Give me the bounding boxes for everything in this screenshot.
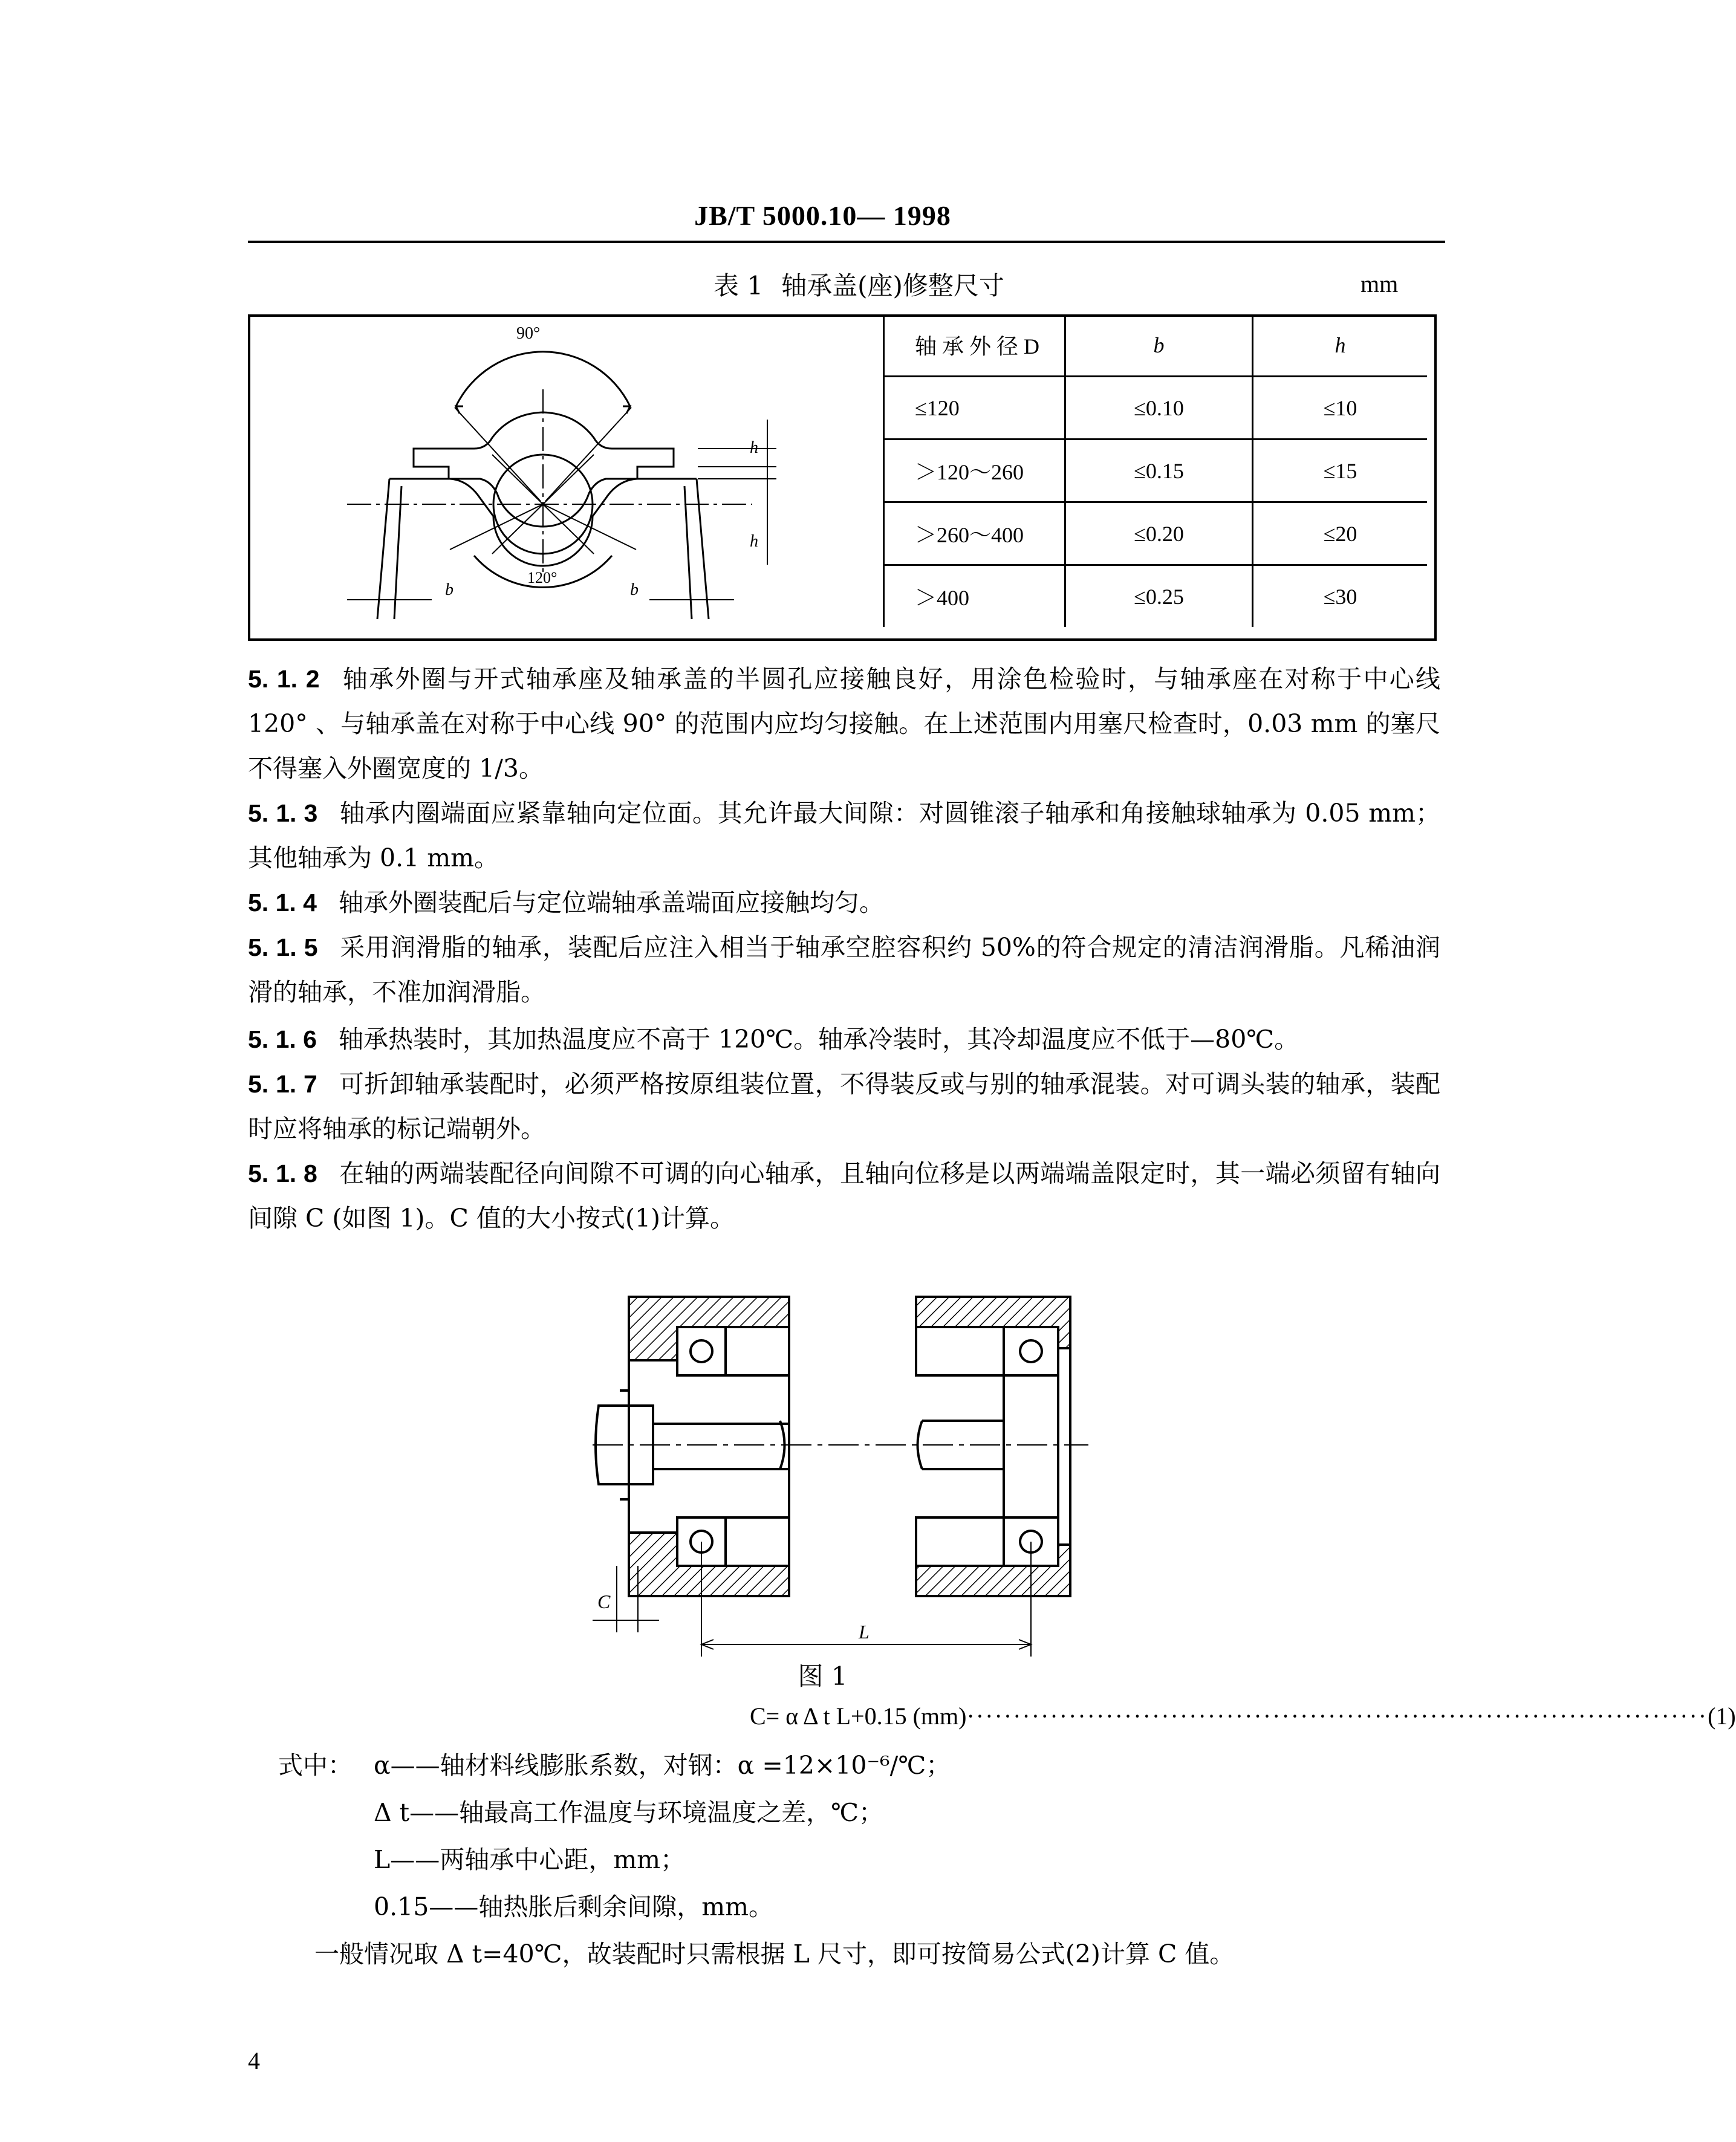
right-housing-top xyxy=(916,1297,1070,1348)
clause-number: 5. 1. 5 xyxy=(248,933,318,961)
label-c: C xyxy=(597,1591,611,1612)
left-housing-bottom xyxy=(629,1533,789,1596)
clause-5-1-6 xyxy=(248,1017,1440,1062)
clause-number: 5. 1. 7 xyxy=(248,1070,317,1098)
label-b-right: b xyxy=(630,580,639,599)
clause-5-1-2 xyxy=(248,657,1440,791)
table-caption-title: 轴承盖(座)修整尺寸 xyxy=(781,271,1004,300)
page-number: 4 xyxy=(248,2047,260,2074)
legend-delta-t: Δ t——轴最高工作温度与环境温度之差，℃； xyxy=(374,1798,883,1827)
cell-b: ≤0.15 xyxy=(1065,440,1253,502)
col-header-b: b xyxy=(1065,314,1253,377)
label-h-upper: h xyxy=(750,438,758,457)
cell-h: ≤20 xyxy=(1253,502,1428,565)
bearing-cap-figure xyxy=(250,317,885,638)
table-caption xyxy=(714,266,1022,302)
clause-number: 5. 1. 6 xyxy=(248,1025,317,1053)
formula-number: (1) xyxy=(1708,1702,1736,1730)
cell-h: ≤10 xyxy=(1253,377,1428,440)
left-bearing-top xyxy=(677,1327,726,1375)
label-l: L xyxy=(859,1621,870,1643)
clause-5-1-5 xyxy=(248,925,1440,1014)
right-bearing-top xyxy=(1004,1327,1058,1375)
right-shaft xyxy=(922,1375,1004,1517)
clause-5-1-7 xyxy=(248,1062,1440,1151)
shaft-assembly-figure xyxy=(593,1282,1088,1657)
clause-5-1-8 xyxy=(248,1151,1440,1241)
cell-b: ≤0.25 xyxy=(1065,565,1253,628)
table-row xyxy=(884,502,1428,565)
clause-5-1-3 xyxy=(248,791,1440,880)
table-caption-label: 表 1 xyxy=(714,271,764,300)
figure-1-caption: 图 1 xyxy=(798,1661,848,1691)
table-row xyxy=(884,377,1428,440)
formula-dot-leader: ················································································ xyxy=(966,1702,1708,1730)
clause-number: 5. 1. 2 xyxy=(248,665,320,693)
clause-text: 轴承内圈端面应紧靠轴向定位面。其允许最大间隙：对圆锥滚子轴承和角接触球轴承为 0.05 mm；其他轴承为 0.1 mm。 xyxy=(248,799,1440,872)
label-angle-90: 90° xyxy=(516,324,541,343)
clause-number: 5. 1. 4 xyxy=(248,889,317,917)
table-row xyxy=(884,440,1428,502)
cell-h: ≤30 xyxy=(1253,565,1428,628)
table-unit: mm xyxy=(1361,270,1399,297)
col-header-h: h xyxy=(1253,314,1428,377)
cell-diameter: ＞260～400 xyxy=(884,502,1065,565)
left-housing-top xyxy=(629,1297,789,1360)
clause-text: 轴承热装时，其加热温度应不高于 120℃。轴承冷装时，其冷却温度应不低于—80℃。 xyxy=(338,1025,1299,1054)
clause-text: 可折卸轴承装配时，必须严格按原组装位置，不得装反或与别的轴承混装。对可调头装的轴承，装配时应将轴承的标记端朝外。 xyxy=(248,1069,1440,1143)
cell-diameter: ＞120～260 xyxy=(884,440,1065,502)
label-b-left: b xyxy=(445,580,454,599)
clause-number: 5. 1. 3 xyxy=(248,799,318,827)
formula-1 xyxy=(750,1702,1736,1730)
clause-number: 5. 1. 8 xyxy=(248,1160,317,1187)
formula-expression: C= α Δ t L+0.15 (mm) xyxy=(750,1702,967,1730)
col-header-outer-diameter: 轴 承 外 径 D xyxy=(884,314,1065,377)
document-code-header: JB/T 5000.10— 1998 xyxy=(694,200,951,231)
legend-0-15: 0.15——轴热胀后剩余间隙，mm。 xyxy=(374,1892,774,1921)
cell-b: ≤0.20 xyxy=(1065,502,1253,565)
legend-l: L——两轴承中心距，mm； xyxy=(374,1845,685,1874)
clause-text: 轴承外圈与开式轴承座及轴承盖的半圆孔应接触良好，用涂色检验时，与轴承座在对称于中心线 120° 、与轴承盖在对称于中心线 90° 的范围内应均匀接触。在上述范围内用塞尺检查时，0.03 mm 的塞尺不得塞入外圈宽度的 1/3。 xyxy=(248,664,1440,783)
clause-5-1-4 xyxy=(248,880,1440,925)
cell-h: ≤15 xyxy=(1253,440,1428,502)
header-rule xyxy=(248,241,1445,243)
cell-b: ≤0.10 xyxy=(1065,377,1253,440)
right-housing-bottom xyxy=(916,1545,1070,1596)
clause-text: 轴承外圈装配后与定位端轴承盖端面应接触均匀。 xyxy=(338,888,884,917)
label-angle-120: 120° xyxy=(527,569,558,586)
closing-paragraph: 一般情况取 Δ t=40℃，故装配时只需根据 L 尺寸，即可按简易公式(2)计算 C 值。 xyxy=(314,1939,1235,1968)
dimension-table xyxy=(883,314,1427,627)
legend-prefix: 式中： xyxy=(278,1751,353,1780)
clause-text: 采用润滑脂的轴承，装配后应注入相当于轴承空腔容积约 50%的符合规定的清洁润滑脂。凡稀油润滑的轴承，不准加润滑脂。 xyxy=(248,933,1440,1007)
cell-diameter: ≤120 xyxy=(884,377,1065,440)
clause-text: 在轴的两端装配径向间隙不可调的向心轴承，且轴向位移是以两端端盖限定时，其一端必须留有轴向间隙 C (如图 1)。C 值的大小按式(1)计算。 xyxy=(248,1159,1440,1233)
label-h-lower: h xyxy=(750,532,758,551)
legend-alpha: α——轴材料线膨胀系数，对钢：α =12×10⁻⁶/℃； xyxy=(374,1751,951,1780)
cell-diameter: ＞400 xyxy=(884,565,1065,628)
table-row xyxy=(884,565,1428,628)
table-header-row xyxy=(884,314,1428,377)
